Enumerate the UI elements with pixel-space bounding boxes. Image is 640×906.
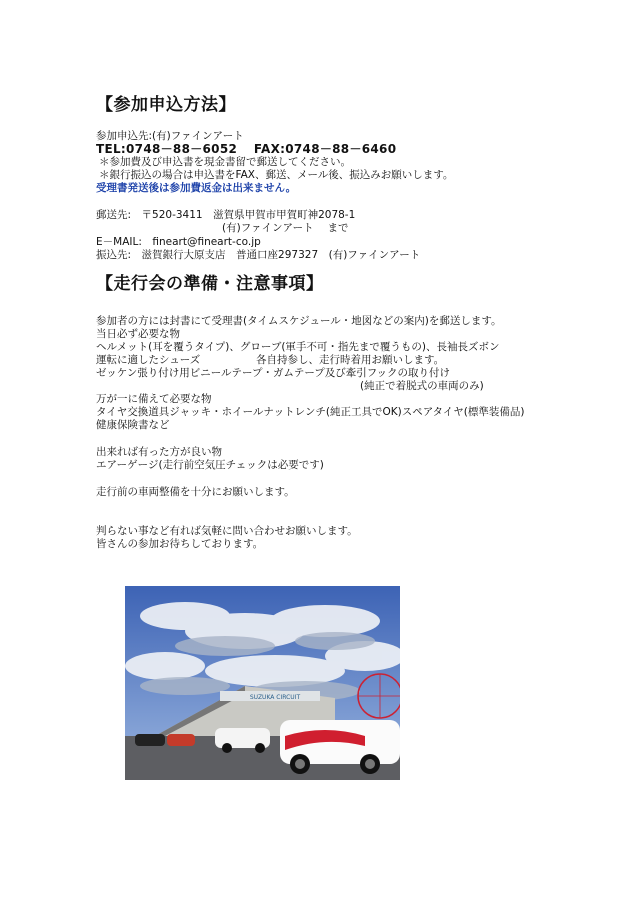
receipt-mail-line: 参加者の方には封書にて受理書(タイムスケジュール・地図などの案内)を郵送します。 xyxy=(96,315,502,327)
bring-own-line: 各自持参し、走行時着用お願いします。 xyxy=(256,354,445,366)
mail-recipient-line: (有)ファインアート まで xyxy=(222,222,349,234)
insurance-line: 健康保険書など xyxy=(96,419,170,431)
nice-to-have-heading: 出来れば有った方が良い物 xyxy=(96,446,222,458)
tire-tools-line: タイヤ交換道具ジャッキ・ホイールナットレンチ(純正工具でOK)スペアタイヤ(標準装備品) xyxy=(96,406,525,418)
required-items-heading: 当日必ず必要な物 xyxy=(96,328,180,340)
section1-title: 【参加申込方法】 xyxy=(96,95,236,115)
tel-fax-line: TEL:0748－88－6052 FAX:0748－88－6460 xyxy=(96,142,397,156)
circuit-photo xyxy=(125,586,400,780)
helmet-gloves-line: ヘルメット(耳を覆うタイプ)、グローブ(軍手不可・指先まで覆うもの)、長袖長ズボン xyxy=(96,341,500,353)
bank-account-line: 振込先: 滋賀銀行大原支店 普通口座297327 (有)ファインアート xyxy=(96,249,421,261)
note-bank-transfer: ＊銀行振込の場合は申込書をFAX、郵送、メール後、振込みお願いします。 xyxy=(99,169,454,181)
closing-line: 皆さんの参加お待ちしております。 xyxy=(96,538,264,550)
shoes-line: 運転に適したシューズ xyxy=(96,354,201,366)
just-in-case-heading: 万が一に備えて必要な物 xyxy=(96,393,212,405)
section2-title: 【走行会の準備・注意事項】 xyxy=(96,274,324,294)
maintenance-line: 走行前の車両整備を十分にお願いします。 xyxy=(96,486,295,498)
inquiry-line: 判らない事など有れば気軽に問い合わせお願いします。 xyxy=(96,525,358,537)
number-tape-line: ゼッケン張り付け用ビニールテープ・ガムテープ及び牽引フックの取り付け xyxy=(96,367,451,379)
tow-hook-note: (純正で着脱式の車両のみ) xyxy=(360,380,484,392)
mail-address-line: 郵送先: 〒520-3411 滋賀県甲賀市甲賀町神2078-1 xyxy=(96,209,356,221)
email-line: E－MAIL: fineart@fineart-co.jp xyxy=(96,236,261,248)
no-refund-notice: 受理書発送後は参加費返金は出来ません。 xyxy=(96,182,297,194)
note-cash-registered: ＊参加費及び申込書を現金書留で郵送してください。 xyxy=(99,156,351,168)
air-gauge-line: エアーゲージ(走行前空気圧チェックは必要です) xyxy=(96,459,324,471)
sign-text: SUZUKA CIRCUIT xyxy=(249,694,301,701)
apply-to-line: 参加申込先:(有)ファインアート xyxy=(96,130,244,142)
